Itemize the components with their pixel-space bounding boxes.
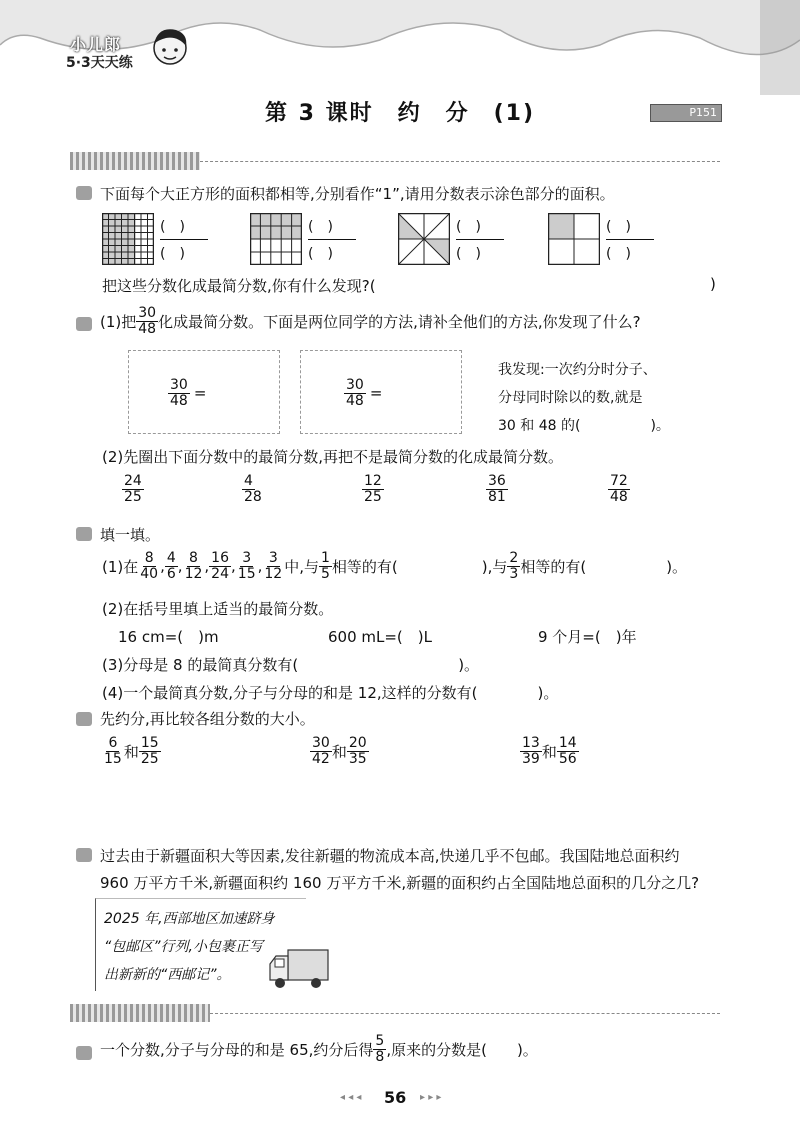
q5-line-2: 960 万平方千米,新疆面积约 160 万平方千米,新疆的面积约占全国陆地总面积的几分之几? — [100, 874, 700, 892]
unit-convert-ml[interactable]: 600 mL=( )L — [328, 628, 432, 646]
compare-pair-1[interactable]: $\frac{6}{15}$ 和 $\frac{15}{25}$ — [104, 735, 159, 767]
fraction-item[interactable]: $\frac{12}{25}$ — [364, 473, 382, 505]
question-number-icon — [76, 527, 92, 541]
q1-followup: 把这些分数化成最简分数,你有什么发现?( — [102, 277, 376, 295]
section-banner-extend — [70, 1004, 210, 1022]
footer-ornament-left: ◂ ◂ ◂ — [340, 1092, 362, 1103]
q3-part4: (4)一个最简真分数,分子与分母的和是 12,这样的分数有( )。 — [102, 684, 559, 702]
question-number-icon — [76, 317, 92, 331]
q3-part2-prompt: (2)在括号里填上适当的最简分数。 — [102, 600, 334, 618]
question-number-icon — [76, 1046, 92, 1060]
question-number-icon — [76, 186, 92, 200]
answer-blank-3[interactable]: ( ) ( ) — [456, 216, 504, 263]
boy-mascot-icon — [148, 22, 192, 72]
q3-part3: (3)分母是 8 的最简真分数有( )。 — [102, 656, 480, 674]
section-banner-basic — [70, 152, 200, 170]
delivery-truck-icon — [266, 944, 332, 994]
unit-convert-cm[interactable]: 16 cm=( )m — [118, 628, 219, 646]
quadrant-figure-4 — [548, 213, 600, 265]
grid-figure-1 — [102, 213, 154, 265]
answer-blank-4[interactable]: ( ) ( ) — [606, 216, 654, 263]
question-number-icon — [76, 712, 92, 726]
q2-part2-prompt: (2)先圈出下面分数中的最简分数,再把不是最简分数的化成最简分数。 — [102, 448, 564, 466]
compare-pair-2[interactable]: $\frac{30}{42}$ 和 $\frac{20}{35}$ — [312, 735, 367, 767]
question-number-icon — [76, 848, 92, 862]
q1-followup-close: ) — [710, 275, 716, 293]
answer-blank-2[interactable]: ( ) ( ) — [308, 216, 356, 263]
grid-figure-2 — [250, 213, 302, 265]
fraction-item[interactable]: $\frac{36}{81}$ — [488, 473, 506, 505]
lesson-title: 第 3 课时 约 分 (1) — [264, 101, 536, 126]
fraction-item[interactable]: $\frac{24}{25}$ — [124, 473, 142, 505]
method-2-equation[interactable]: $\frac{30}{48}$ = — [346, 377, 383, 409]
footer-ornament-right: ▸ ▸ ▸ — [420, 1092, 442, 1103]
q1-prompt: 下面每个大正方形的面积都相等,分别看作“1”,请用分数表示涂色部分的面积。 — [100, 185, 615, 203]
method-1-equation[interactable]: $\frac{30}{48}$ = — [170, 377, 207, 409]
discovery-note: 我发现:一次约分时分子、 分母同时除以的数,就是 30 和 48 的( )。 — [498, 362, 670, 434]
star-division-figure-3 — [398, 213, 450, 265]
q3-title: 填一填。 — [100, 526, 161, 544]
unit-convert-month[interactable]: 9 个月=( )年 — [538, 628, 637, 646]
page-number: 56 — [384, 1088, 407, 1107]
compare-pair-3[interactable]: $\frac{13}{39}$ 和 $\frac{14}{56}$ — [522, 735, 577, 767]
news-note: 2025 年,西部地区加速跻身 “包邮区”行列,小包裹正写 出新新的“西邮记”。 — [104, 911, 275, 983]
fraction-item[interactable]: $\frac{72}{48}$ — [610, 473, 628, 505]
q6-prompt: 一个分数,分子与分母的和是 65,约分后得 $\frac{5}{8}$ ,原来的分数是( )。 — [100, 1033, 538, 1065]
section-divider — [200, 161, 720, 162]
brand-subtitle: 5·3天天练 — [66, 55, 133, 71]
q2-fraction-list — [122, 474, 648, 504]
page-reference-badge: P151 — [650, 104, 722, 122]
q4-title: 先约分,再比较各组分数的大小。 — [100, 710, 315, 728]
answer-blank-1[interactable]: ( ) ( ) — [160, 216, 208, 263]
brand-logo-text: 小儿郎 — [70, 35, 122, 54]
q3-part1: (1)在 $\frac{8}{40}$ , $\frac{4}{6}$ , $\frac{8}{12}$ , $\frac{16}{24}$ , $\frac{3}{15}$ , $\frac{3}{12}$ 中,与 $\frac{1}{5}$ 相等的有( ),与 $\frac{2}{3}$ 相等的有( )。 — [102, 550, 688, 582]
q5-line-1: 过去由于新疆面积大等因素,发往新疆的物流成本高,快递几乎不包邮。我国陆地总面积约 — [100, 847, 680, 865]
section-divider — [210, 1013, 720, 1014]
fraction-item[interactable]: $\frac{4}{28}$ — [244, 473, 262, 505]
q2-part1-prompt: (1)把 $\frac{30}{48}$ 化成最简分数。下面是两位同学的方法,请补全他们的方法,你发现了什么? — [100, 305, 641, 337]
